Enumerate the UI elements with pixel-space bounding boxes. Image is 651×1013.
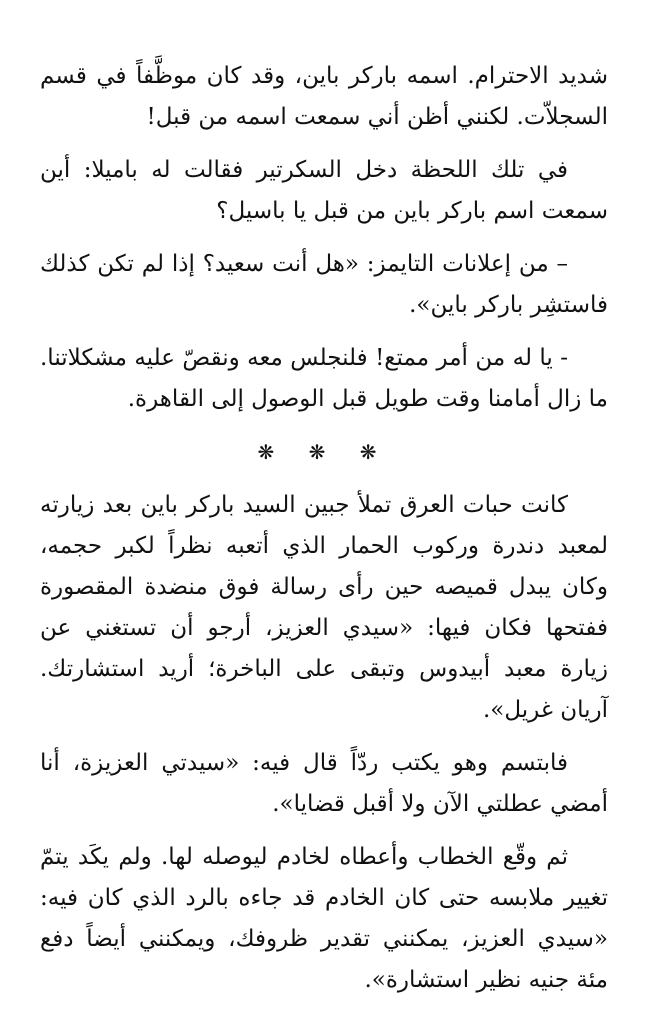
paragraph-3: – من إعلانات التايمز: «هل أنت سعيد؟ إذا لم تكن كذلك فاستشِر باركر باين». <box>40 251 608 318</box>
paragraph-7: ثم وقّع الخطاب وأعطاه لخادم ليوصله لها. ولم يكَد يتمّ تغيير ملابسه حتى كان الخادم قد جاءه بالرد الذي كان فيه: «سيدي العزيز، يمكنني تقدير ظروفك، ويمكنني أيضاً دفع مئة جنيه نظير استشارة». <box>40 844 608 993</box>
paragraph-6: فابتسم وهو يكتب ردّاً قال فيه: «سيدتي العزيزة، أنا أمضي عطلتي الآن ولا أقبل قضايا». <box>40 750 608 817</box>
paragraph-4: - يا له من أمر ممتع! فلنجلس معه ونقصّ عليه مشكلاتنا. ما زال أمامنا وقت طويل قبل الوصول إلى القاهرة. <box>40 345 608 412</box>
paragraph-5: كانت حبات العرق تملأ جبين السيد باركر باين بعد زيارته لمعبد دندرة وركوب الحمار الذي أتعبه نظراً لكبر حجمه، وكان يبدل قميصه حين رأى رسالة فوق منضدة المقصورة ففتحها فكان فيها: «سيدي العزيز، أرجو أن تستغني عن زيارة معبد أبيدوس وتبقى على الباخرة؛ أريد استشارتك. آريان غريل». <box>40 492 608 723</box>
section-separator: ❋ ❋ ❋ <box>257 440 391 464</box>
paragraph-2: في تلك اللحظة دخل السكرتير فقالت له باميلا: أين سمعت اسم باركر باين من قبل يا باسيل؟ <box>40 157 608 224</box>
paragraph-1: شديد الاحترام. اسمه باركر باين، وقد كان موظَّفاً في قسم السجلاّت. لكنني أظن أني سمعت اسمه من قبل! <box>40 63 608 130</box>
book-page <box>40 56 608 1013</box>
